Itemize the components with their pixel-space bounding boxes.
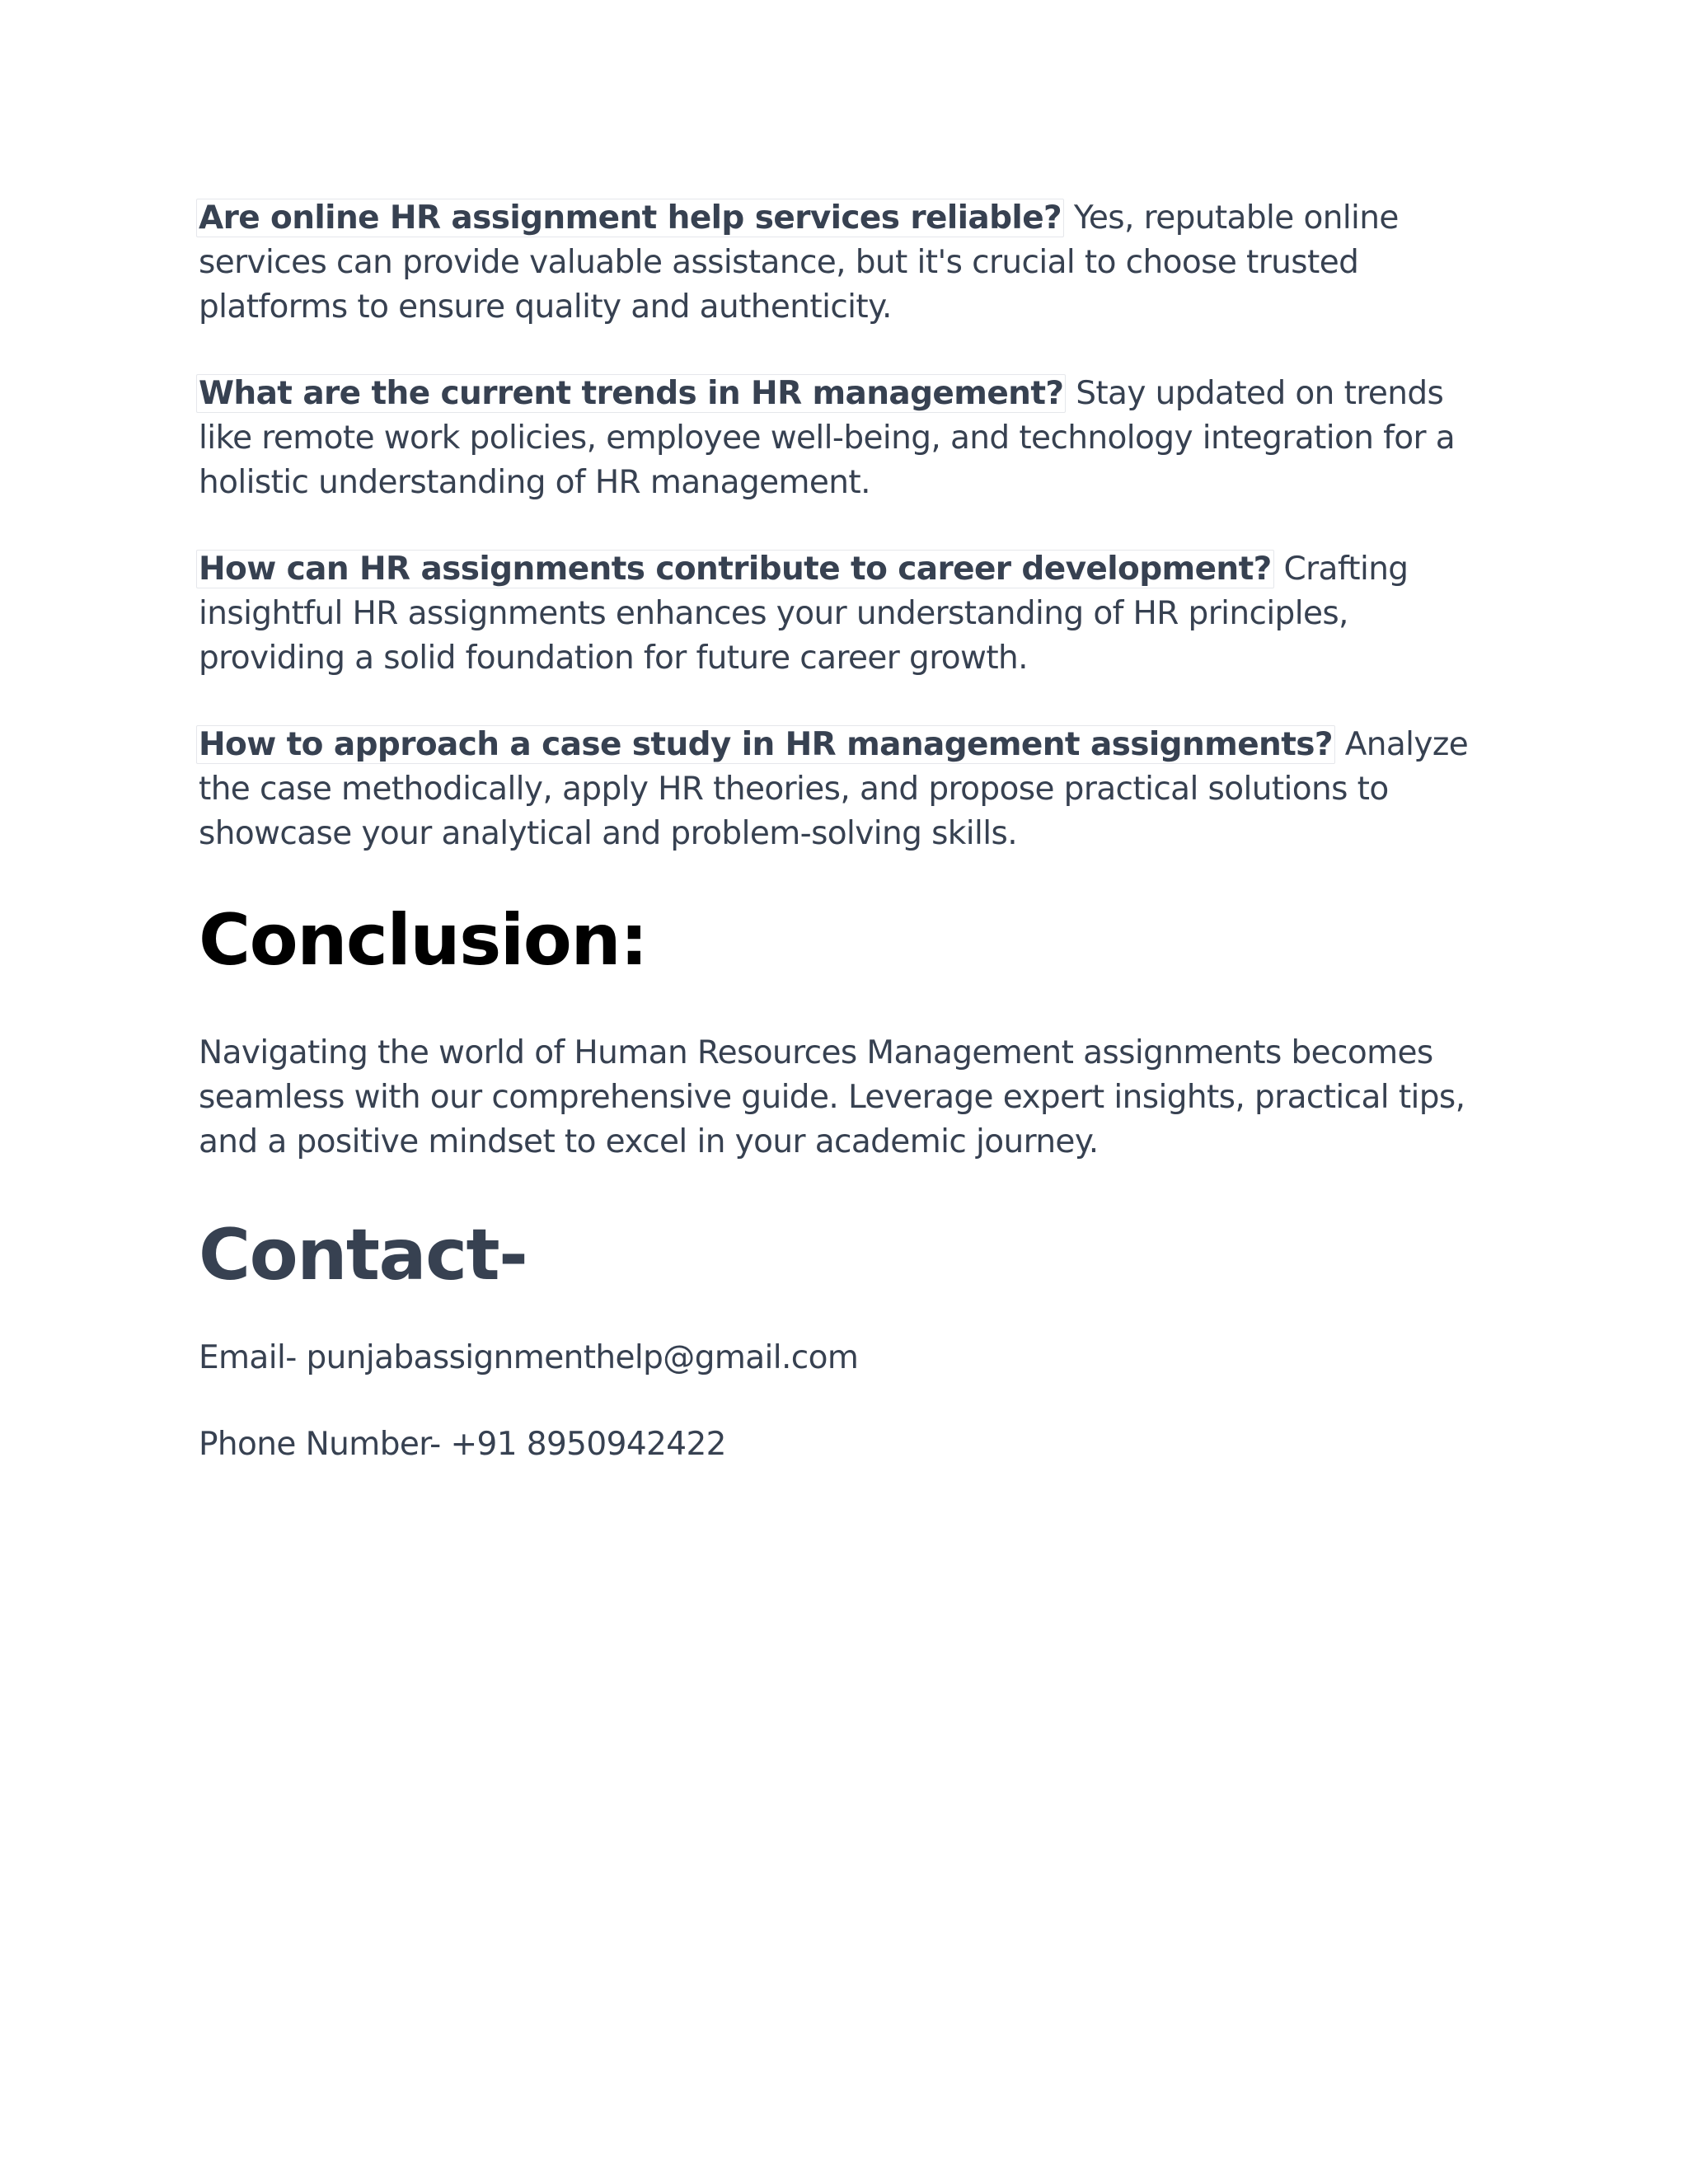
- faq-question: What are the current trends in HR management?: [196, 374, 1066, 413]
- faq-item: [199, 547, 1493, 681]
- contact-email: Email- punjabassignmenthelp@gmail.com: [199, 1339, 859, 1376]
- faq-item: [199, 723, 1493, 856]
- conclusion-text: Navigating the world of Human Resources Management assignments becomes seamless with our comprehensive guide. Leverage expert insights, practical tips, and a positive mindset to excel in your academic journey.: [199, 1034, 1465, 1160]
- contact-heading: Contact-: [199, 1214, 528, 1296]
- faq-answer: Yes, reputable online services can provide valuable assistance, but it's crucial to choose trusted platforms to ensure quality and authenticity.: [199, 199, 1399, 326]
- faq-item: [199, 372, 1493, 505]
- document-page: [199, 196, 1493, 1509]
- faq-question: How to approach a case study in HR management assignments?: [196, 725, 1335, 764]
- faq-question: How can HR assignments contribute to career development?: [196, 550, 1274, 588]
- faq-answer: Stay updated on trends like remote work policies, employee well-being, and technology integration for a holistic understanding of HR management.: [199, 375, 1456, 501]
- faq-item: [199, 196, 1493, 330]
- conclusion-heading: Conclusion:: [199, 899, 647, 982]
- faq-answer: Analyze the case methodically, apply HR theories, and propose practical solutions to showcase your analytical and problem-solving skills.: [199, 726, 1469, 852]
- faq-question: Are online HR assignment help services reliable?: [196, 199, 1064, 237]
- faq-answer: Crafting insightful HR assignments enhances your understanding of HR principles, providing a solid foundation for future career growth.: [199, 551, 1409, 677]
- contact-phone: Phone Number- +91 8950942422: [199, 1426, 726, 1463]
